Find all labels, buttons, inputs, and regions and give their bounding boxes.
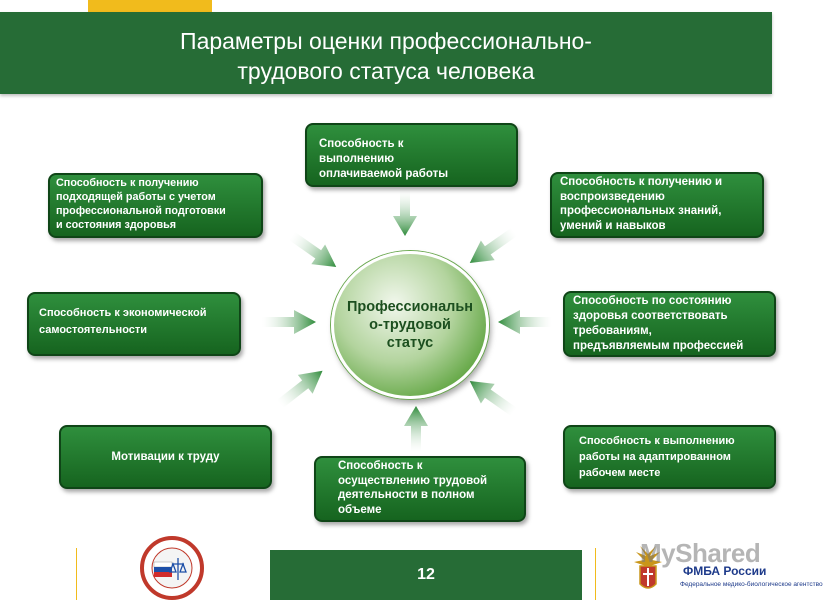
box-mid-right-line-4: предъявляемым профессией <box>573 340 744 352</box>
box-top-left <box>48 173 263 238</box>
box-top-right-line-1: Способность к получению и <box>560 176 723 188</box>
page-number: 12 <box>417 566 435 583</box>
title-line-2: трудового статуса человека <box>237 58 535 84</box>
box-top-left-line-1: Способность к получению <box>56 177 199 189</box>
box-top-right <box>550 172 764 238</box>
box-bottom-left <box>59 425 272 489</box>
box-top-right-line-4: умений и навыков <box>560 219 666 232</box>
box-bottom-left-line-1: Мотивации к труду <box>111 450 220 463</box>
footer-divider-right <box>595 548 596 600</box>
box-top-right-line-2: воспроизведению <box>560 190 665 203</box>
center-line-3: статус <box>386 335 434 351</box>
title-line-1: Параметры оценки профессионально- <box>180 28 592 54</box>
box-top-right-line-3: профессиональных знаний, <box>560 205 722 217</box>
box-mid-right-line-1: Способность по состоянию <box>573 295 732 307</box>
box-mid-right-line-2: здоровья соответствовать <box>573 310 728 322</box>
box-mid-left-line-2: самостоятельности <box>39 324 148 336</box>
box-top <box>305 123 518 187</box>
box-mid-right <box>563 291 776 357</box>
center-line-1: Профессиональн <box>346 299 474 315</box>
box-mid-right-line-3: требованиям, <box>573 325 652 337</box>
arrow-top <box>393 190 417 236</box>
arrow-bottom <box>404 406 428 452</box>
arrow-bottom-right <box>463 371 521 422</box>
arrow-left <box>262 310 316 334</box>
footer-page-bar <box>270 550 582 600</box>
box-bottom-right <box>563 425 776 489</box>
box-bottom <box>314 456 526 522</box>
box-mid-left <box>27 292 241 356</box>
fmba-subtitle: Федеральное медико-биологическое агентство <box>680 581 823 588</box>
arrow-bottom-left <box>273 361 330 413</box>
box-bottom-right-line-1: Способность к выполнению <box>579 435 735 447</box>
center-line-2: о-трудовой <box>369 317 451 333</box>
box-bottom-right-line-2: работы на адаптированном <box>579 451 731 463</box>
box-bottom-line-1: Способность к <box>338 460 423 472</box>
box-bottom-right-line-3: рабочем месте <box>579 467 661 479</box>
fmba-seal-logo <box>140 536 204 600</box>
box-top-left-line-4: и состояния здоровья <box>56 219 177 231</box>
box-mid-left-line-1: Способность к экономической <box>39 307 207 319</box>
arrow-top-left <box>285 226 343 277</box>
box-top-line-3: оплачиваемой работы <box>319 168 449 180</box>
fmba-title: ФМБА России <box>683 564 767 578</box>
box-bottom-line-3: деятельности в полном <box>338 489 475 501</box>
box-top-line-2: выполнению <box>319 153 395 165</box>
box-bottom-line-2: осуществлению трудовой <box>338 474 488 487</box>
arrow-top-right <box>463 222 521 273</box>
myshared-watermark: MyShared <box>640 538 761 568</box>
center-circle <box>331 251 489 399</box>
box-top-left-line-2: подходящей работы с учетом <box>56 191 216 203</box>
footer-divider-left <box>76 548 77 600</box>
arrow-right <box>498 310 552 334</box>
box-top-left-line-3: профессиональной подготовки <box>56 205 226 217</box>
box-bottom-line-4: объеме <box>338 503 382 516</box>
box-top-line-1: Способность к <box>319 138 404 150</box>
